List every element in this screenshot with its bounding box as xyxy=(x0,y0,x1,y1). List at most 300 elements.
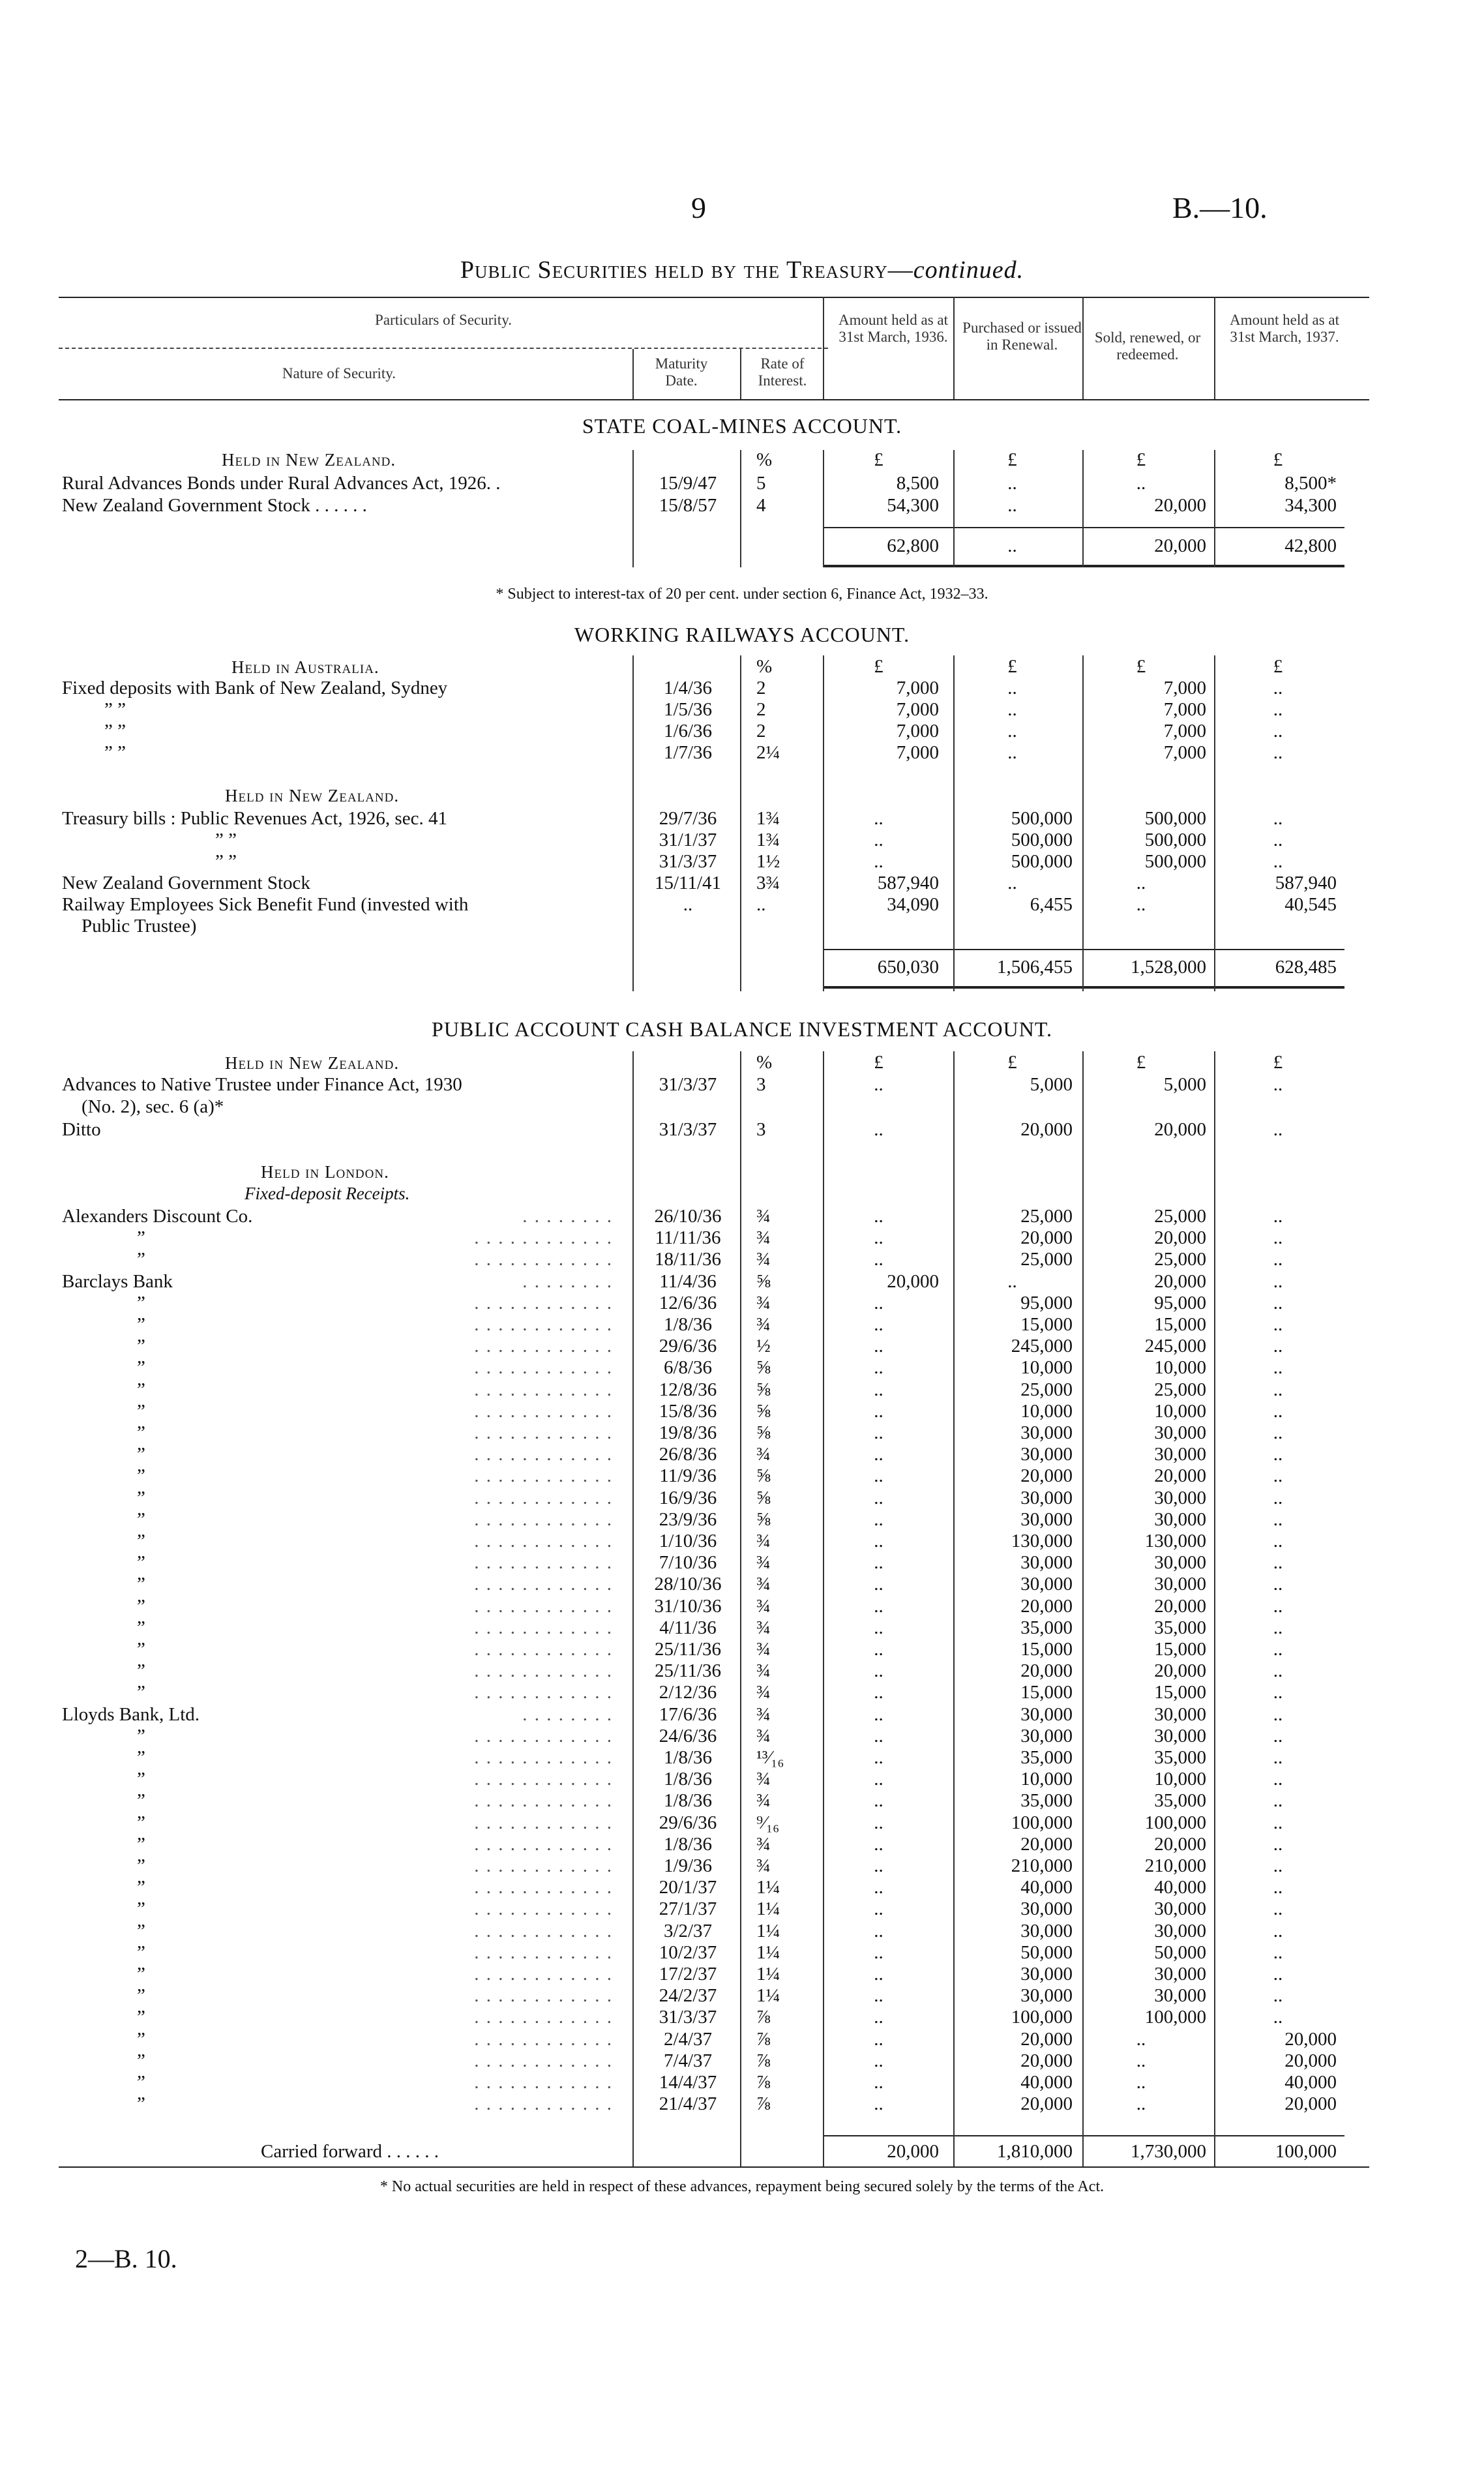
row-purchased: 30,000 xyxy=(1020,1985,1073,2006)
row-sold: 210,000 xyxy=(1144,1855,1206,1876)
total-sold: 1,528,000 xyxy=(1131,957,1206,978)
col-rule xyxy=(1214,655,1215,991)
leader-dots: . . . . . . . . . . . . xyxy=(474,1336,613,1356)
row-rate: 1½ xyxy=(756,851,780,872)
row-name: Fixed deposits with Bank of New Zealand, Sydney xyxy=(62,678,448,698)
row-name: ” xyxy=(137,1964,145,1984)
row-maturity: 1/8/36 xyxy=(663,1790,713,1811)
row-amount-1936: .. xyxy=(874,1617,883,1638)
total-amount-1936: 650,030 xyxy=(877,957,939,978)
row-amount-1937: .. xyxy=(1273,1942,1283,1963)
table-row xyxy=(0,1963,1484,1985)
row-amount-1937: .. xyxy=(1273,1660,1283,1681)
row-amount-1936: 54,300 xyxy=(887,495,939,516)
header-col-rule-3 xyxy=(823,297,824,399)
row-amount-1937: 34,300 xyxy=(1284,495,1337,516)
header-col-rule-2 xyxy=(740,349,741,399)
table-row xyxy=(0,1595,1484,1617)
leader-dots: . . . . . . . . . . . . xyxy=(474,1964,613,1984)
unit-held: £ xyxy=(1273,449,1283,470)
row-maturity: 23/9/36 xyxy=(659,1509,717,1530)
row-amount-1936: .. xyxy=(874,1985,883,2006)
header-col-rule-6 xyxy=(1214,297,1215,399)
row-amount-1937: 587,940 xyxy=(1275,873,1337,893)
table-row xyxy=(0,1118,1484,1141)
row-rate: 1¾ xyxy=(756,808,780,829)
row-name: Lloyds Bank, Ltd. xyxy=(62,1704,200,1725)
row-purchased: .. xyxy=(1007,721,1017,741)
row-purchased: 20,000 xyxy=(1020,1660,1073,1681)
row-amount-1937: .. xyxy=(1273,1964,1283,1984)
row-sold: .. xyxy=(1136,2050,1146,2071)
row-amount-1937: .. xyxy=(1273,1985,1283,2006)
row-sold: 7,000 xyxy=(1163,678,1206,698)
leader-dots: . . . . . . . . . . . . xyxy=(474,1227,613,1248)
signature-mark: 2—B. 10. xyxy=(75,2244,177,2273)
row-rate: ⁹⁄₁₆ xyxy=(756,1812,780,1833)
total-rule xyxy=(823,527,1344,528)
row-purchased: 25,000 xyxy=(1020,1206,1073,1227)
row-amount-1937: .. xyxy=(1273,808,1283,829)
row-purchased: .. xyxy=(1007,473,1017,494)
row-name: Railway Employees Sick Benefit Fund (invested with xyxy=(62,894,469,915)
leader-dots: . . . . . . . . xyxy=(522,1206,613,1227)
unit-sold: £ xyxy=(1136,656,1146,677)
row-rate: 2¼ xyxy=(756,742,780,763)
row-amount-1936: 34,090 xyxy=(887,894,939,915)
row-amount-1936: .. xyxy=(874,1942,883,1963)
row-purchased: 245,000 xyxy=(1011,1336,1073,1356)
leader-dots: . . . . . . . . . . . . xyxy=(474,2050,613,2071)
row-sold: 100,000 xyxy=(1144,1812,1206,1833)
leader-dots: . . . . . . . . . . . . xyxy=(474,1444,613,1465)
col-rule xyxy=(953,450,955,567)
unit-amt: £ xyxy=(874,1052,883,1073)
row-amount-1936: .. xyxy=(874,1488,883,1508)
row-amount-1937: .. xyxy=(1273,1639,1283,1660)
row-name: ” xyxy=(137,1769,145,1790)
row-amount-1937: .. xyxy=(1273,1790,1283,1811)
table-row xyxy=(0,494,1484,517)
row-purchased: 35,000 xyxy=(1020,1617,1073,1638)
row-rate: 1¼ xyxy=(756,1964,780,1984)
table-row xyxy=(0,1790,1484,1812)
row-rate: 1¼ xyxy=(756,1898,780,1919)
row-maturity: 11/9/36 xyxy=(659,1465,717,1486)
table-row xyxy=(0,1898,1484,1920)
row-purchased: 20,000 xyxy=(1020,2093,1073,2114)
row-amount-1937: .. xyxy=(1273,1682,1283,1703)
row-name: ” xyxy=(137,1855,145,1876)
row-amount-1937: 20,000 xyxy=(1284,2029,1337,2050)
row-purchased: 20,000 xyxy=(1020,1834,1073,1855)
leader-dots: . . . . . . . . . . . . xyxy=(474,1747,613,1768)
row-sold: 35,000 xyxy=(1154,1747,1206,1768)
row-rate: ¾ xyxy=(756,1531,771,1551)
row-rate: ¾ xyxy=(756,1444,771,1465)
table-row xyxy=(0,2006,1484,2028)
row-maturity: 7/4/37 xyxy=(663,2050,713,2071)
row-rate: ¾ xyxy=(756,1574,771,1595)
row-amount-1936: .. xyxy=(874,1704,883,1725)
header-top-rule xyxy=(59,297,1369,298)
row-rate: .. xyxy=(756,894,766,915)
table-row-continued xyxy=(0,1096,1484,1118)
table-row xyxy=(0,1443,1484,1465)
row-maturity: 3/2/37 xyxy=(663,1921,713,1941)
table-row xyxy=(0,807,1484,830)
units-row xyxy=(0,655,1484,678)
row-maturity: 6/8/36 xyxy=(663,1357,713,1378)
row-amount-1937: .. xyxy=(1273,851,1283,872)
row-sold: 500,000 xyxy=(1144,808,1206,829)
row-name: Advances to Native Trustee under Finance Act, 1930 xyxy=(62,1074,462,1095)
row-name: ” xyxy=(137,1574,145,1595)
leader-dots: . . . . . . . . . . . . xyxy=(474,1357,613,1378)
row-amount-1936: .. xyxy=(874,1790,883,1811)
unit-amt: £ xyxy=(874,449,883,470)
table-row xyxy=(0,2093,1484,2115)
row-name: ” xyxy=(137,1293,145,1313)
row-amount-1937: .. xyxy=(1273,1465,1283,1486)
row-name: ” xyxy=(137,1227,145,1248)
row-name: ” ” xyxy=(104,742,126,763)
header-particulars: Particulars of Security. xyxy=(375,312,512,328)
row-sold: 30,000 xyxy=(1154,1704,1206,1725)
row-amount-1937: .. xyxy=(1273,1119,1283,1140)
row-purchased: .. xyxy=(1007,1271,1017,1292)
row-amount-1937: .. xyxy=(1273,721,1283,741)
row-purchased: 15,000 xyxy=(1020,1639,1073,1660)
row-amount-1937: .. xyxy=(1273,1509,1283,1530)
title-continued: continued. xyxy=(913,256,1024,284)
row-amount-1936: .. xyxy=(874,1682,883,1703)
row-purchased: 500,000 xyxy=(1011,808,1073,829)
row-name: ” xyxy=(137,1444,145,1465)
row-amount-1937: .. xyxy=(1273,1249,1283,1270)
row-rate: ¾ xyxy=(756,1314,771,1335)
carried-rule-bottom xyxy=(59,2166,1369,2168)
row-amount-1936: .. xyxy=(874,1336,883,1356)
row-amount-1937: .. xyxy=(1273,1704,1283,1725)
row-amount-1936: 8,500 xyxy=(896,473,939,494)
row-amount-1937: .. xyxy=(1273,1552,1283,1573)
row-amount-1937: .. xyxy=(1273,1574,1283,1595)
row-maturity: 1/8/36 xyxy=(663,1769,713,1790)
row-amount-1936: .. xyxy=(874,1639,883,1660)
held-nz-label: Held in New Zealand. xyxy=(225,1053,400,1073)
col-rule xyxy=(1214,450,1215,567)
row-purchased: 130,000 xyxy=(1011,1531,1073,1551)
row-maturity: 11/4/36 xyxy=(659,1271,717,1292)
total-purchased: 1,506,455 xyxy=(997,957,1073,978)
row-rate: 3 xyxy=(756,1074,766,1095)
row-rate: 1¾ xyxy=(756,830,780,850)
section-title-state-coal: STATE COAL-MINES ACCOUNT. xyxy=(582,414,902,438)
leader-dots: . . . . . . . . . . . . xyxy=(474,1422,613,1443)
row-rate: ¾ xyxy=(756,1704,771,1725)
leader-dots: . . . . . . . . . . . . xyxy=(474,1682,613,1703)
row-amount-1937: .. xyxy=(1273,2007,1283,2028)
page-title xyxy=(0,256,1484,284)
row-sold: 100,000 xyxy=(1144,2007,1206,2028)
row-purchased: 30,000 xyxy=(1020,1422,1073,1443)
table-row xyxy=(0,2028,1484,2050)
table-row xyxy=(0,850,1484,873)
row-purchased: 500,000 xyxy=(1011,830,1073,850)
table-row xyxy=(0,1746,1484,1769)
row-amount-1936: .. xyxy=(874,2093,883,2114)
col-rule xyxy=(823,450,824,567)
row-amount-1936: .. xyxy=(874,1552,883,1573)
row-name: ” xyxy=(137,1660,145,1681)
row-purchased: 95,000 xyxy=(1020,1293,1073,1313)
row-rate: ⅝ xyxy=(756,1379,771,1400)
row-maturity: 17/2/37 xyxy=(659,1964,717,1984)
row-name: ” xyxy=(137,1531,145,1551)
row-purchased: 15,000 xyxy=(1020,1682,1073,1703)
total-row xyxy=(0,535,1484,557)
table-row xyxy=(0,2050,1484,2072)
row-amount-1936: 7,000 xyxy=(896,721,939,741)
row-rate: ¾ xyxy=(756,1227,771,1248)
row-maturity: 1/9/36 xyxy=(663,1855,713,1876)
row-amount-1937: .. xyxy=(1273,678,1283,698)
row-amount-1936: .. xyxy=(874,1249,883,1270)
row-sold: 30,000 xyxy=(1154,1964,1206,1984)
row-amount-1936: .. xyxy=(874,1877,883,1898)
row-maturity: 26/8/36 xyxy=(659,1444,717,1465)
row-amount-1937: 40,545 xyxy=(1284,894,1337,915)
row-purchased: 50,000 xyxy=(1020,1942,1073,1963)
row-amount-1937: .. xyxy=(1273,1379,1283,1400)
row-sold: 20,000 xyxy=(1154,1465,1206,1486)
leader-dots: . . . . . . . . . . . . xyxy=(474,1812,613,1833)
row-amount-1936: .. xyxy=(874,1206,883,1227)
row-sold: 30,000 xyxy=(1154,1422,1206,1443)
leader-dots: . . . . . . . . . . . . xyxy=(474,1574,613,1595)
leader-dots: . . . . . . . . . . . . xyxy=(474,1293,613,1313)
row-amount-1936: .. xyxy=(874,1444,883,1465)
row-purchased: 30,000 xyxy=(1020,1921,1073,1941)
row-amount-1936: .. xyxy=(874,1596,883,1617)
row-rate: 5 xyxy=(756,473,766,494)
col-rule xyxy=(953,1051,955,2166)
row-purchased: 30,000 xyxy=(1020,1552,1073,1573)
row-maturity: 17/6/36 xyxy=(659,1704,717,1725)
row-maturity: 1/5/36 xyxy=(663,699,713,720)
row-amount-1936: .. xyxy=(874,1747,883,1768)
table-row xyxy=(0,1984,1484,2007)
row-sold: 20,000 xyxy=(1154,1660,1206,1681)
row-purchased: 10,000 xyxy=(1020,1769,1073,1790)
row-name: ” xyxy=(137,1942,145,1963)
row-name: ” xyxy=(137,1790,145,1811)
row-name: Alexanders Discount Co. xyxy=(62,1206,253,1227)
unit-pur: £ xyxy=(1007,656,1017,677)
leader-dots: . . . . . . . . . . . . xyxy=(474,2072,613,2093)
title-main: Public Securities held by the Treasury— xyxy=(460,256,913,284)
row-name: ” xyxy=(137,2050,145,2071)
leader-dots: . . . . . . . . . . . . xyxy=(474,1921,613,1941)
unit-pur: £ xyxy=(1007,449,1017,470)
row-sold: 20,000 xyxy=(1154,1834,1206,1855)
leader-dots: . . . . . . . . . . . . xyxy=(474,1985,613,2006)
table-row xyxy=(0,829,1484,851)
leader-dots: . . . . . . . . . . . . xyxy=(474,1488,613,1508)
row-maturity: 31/3/37 xyxy=(659,2007,717,2028)
row-amount-1936: .. xyxy=(874,1357,883,1378)
table-row xyxy=(0,2071,1484,2093)
row-sold: 35,000 xyxy=(1154,1617,1206,1638)
row-name: ” xyxy=(137,1726,145,1746)
row-purchased: 20,000 xyxy=(1020,1227,1073,1248)
header-nature: Nature of Security. xyxy=(282,365,396,382)
row-name: New Zealand Government Stock . . . . . . xyxy=(62,495,367,516)
row-sold: 7,000 xyxy=(1163,742,1206,763)
row-amount-1937: .. xyxy=(1273,1206,1283,1227)
row-name: ” xyxy=(137,1379,145,1400)
row-maturity: 31/3/37 xyxy=(659,1119,717,1140)
row-rate: ¾ xyxy=(756,1552,771,1573)
table-row xyxy=(0,1313,1484,1336)
col-rule xyxy=(632,1051,634,2166)
row-purchased: 30,000 xyxy=(1020,1964,1073,1984)
row-amount-1936: .. xyxy=(874,851,883,872)
row-maturity: 31/3/37 xyxy=(659,1074,717,1095)
row-sold: 10,000 xyxy=(1154,1769,1206,1790)
row-amount-1936: 7,000 xyxy=(896,699,939,720)
header-amount-1936: Amount held as at 31st March, 1936. xyxy=(838,312,948,345)
table-row xyxy=(0,1681,1484,1703)
row-maturity: 29/6/36 xyxy=(659,1812,717,1833)
header-col-rule-4 xyxy=(953,297,955,399)
row-maturity: 1/8/36 xyxy=(663,1747,713,1768)
table-row xyxy=(0,1292,1484,1314)
row-maturity: 15/8/57 xyxy=(659,495,717,516)
table-row xyxy=(0,1660,1484,1682)
row-maturity: .. xyxy=(683,894,693,915)
leader-dots: . . . . . . . . . . . . xyxy=(474,1249,613,1270)
header-sold: Sold, renewed, or redeemed. xyxy=(1094,329,1201,363)
row-amount-1936: .. xyxy=(874,2007,883,2028)
row-amount-1936: .. xyxy=(874,2050,883,2071)
footnote: * No actual securities are held in respect of these advances, repayment being secured solely by the terms of the Act. xyxy=(379,2178,1105,2195)
row-purchased: 30,000 xyxy=(1020,1574,1073,1595)
leader-dots: . . . . . . . . . . . . xyxy=(474,1509,613,1530)
row-rate: ⅝ xyxy=(756,1357,771,1378)
row-rate: 2 xyxy=(756,699,766,720)
row-purchased: 20,000 xyxy=(1020,1465,1073,1486)
row-sold: 25,000 xyxy=(1154,1249,1206,1270)
header-col-rule-5 xyxy=(1082,297,1084,399)
row-sold: 20,000 xyxy=(1154,1227,1206,1248)
row-maturity: 28/10/36 xyxy=(654,1574,722,1595)
row-rate: ⅝ xyxy=(756,1401,771,1422)
row-rate: ⅝ xyxy=(756,1509,771,1530)
row-amount-1936: .. xyxy=(874,1509,883,1530)
row-amount-1936: .. xyxy=(874,1855,883,1876)
row-purchased: 100,000 xyxy=(1011,2007,1073,2028)
total-amount-1936: 62,800 xyxy=(887,535,939,556)
row-name: ” xyxy=(137,1357,145,1378)
leader-dots: . . . . . . . . . . . . xyxy=(474,2029,613,2050)
row-amount-1937: .. xyxy=(1273,1877,1283,1898)
table-row xyxy=(0,698,1484,721)
row-amount-1936: .. xyxy=(874,1964,883,1984)
table-row xyxy=(0,1248,1484,1270)
leader-dots: . . . . . . . . xyxy=(522,1271,613,1292)
row-maturity: 16/9/36 xyxy=(659,1488,717,1508)
total-amount-1937: 42,800 xyxy=(1284,535,1337,556)
row-maturity: 31/3/37 xyxy=(659,851,717,872)
row-maturity: 15/9/47 xyxy=(659,473,717,494)
row-maturity: 12/6/36 xyxy=(659,1293,717,1313)
row-purchased: 6,455 xyxy=(1030,894,1073,915)
section-title-public-account: PUBLIC ACCOUNT CASH BALANCE INVESTMENT ACCOUNT. xyxy=(432,1017,1052,1041)
row-name: ” xyxy=(137,1682,145,1703)
leader-dots: . . . . . . . . . . . . xyxy=(474,1769,613,1790)
total-purchased: .. xyxy=(1007,535,1017,556)
row-name: ” xyxy=(137,1422,145,1443)
row-purchased: 20,000 xyxy=(1020,1119,1073,1140)
row-name: ” ” xyxy=(104,721,126,741)
row-sold: 20,000 xyxy=(1154,495,1206,516)
table-row xyxy=(0,720,1484,742)
row-rate: ⅞ xyxy=(756,2029,771,2050)
row-sold: 15,000 xyxy=(1154,1639,1206,1660)
row-sold: 40,000 xyxy=(1154,1877,1206,1898)
row-purchased: 30,000 xyxy=(1020,1488,1073,1508)
row-sold: 30,000 xyxy=(1154,1985,1206,2006)
unit-sold: £ xyxy=(1136,1052,1146,1073)
row-rate: ¾ xyxy=(756,1249,771,1270)
row-name: ” xyxy=(137,1488,145,1508)
page-number: 9 xyxy=(691,191,706,224)
row-sold: .. xyxy=(1136,473,1146,494)
col-rule xyxy=(740,450,741,567)
row-maturity: 1/10/36 xyxy=(659,1531,717,1551)
leader-dots: . . . . . . . . . . . . xyxy=(474,1552,613,1573)
total-row xyxy=(0,956,1484,978)
row-amount-1937: 8,500* xyxy=(1284,473,1337,494)
row-amount-1937: .. xyxy=(1273,1444,1283,1465)
row-name: Treasury bills : Public Revenues Act, 1926, sec. 41 xyxy=(62,808,447,829)
row-sold: 30,000 xyxy=(1154,1574,1206,1595)
table-row xyxy=(0,1573,1484,1595)
row-name: ” xyxy=(137,1747,145,1768)
row-name: ” xyxy=(137,2029,145,2050)
leader-dots: . . . . . . . . . . . . xyxy=(474,1726,613,1746)
total-sold: 20,000 xyxy=(1154,535,1206,556)
row-sold: 10,000 xyxy=(1154,1357,1206,1378)
row-amount-1937: .. xyxy=(1273,1422,1283,1443)
row-amount-1936: .. xyxy=(874,1422,883,1443)
leader-dots: . . . . . . . . . . . . xyxy=(474,1465,613,1486)
table-row xyxy=(0,1205,1484,1227)
row-rate: ¾ xyxy=(756,1834,771,1855)
row-sold: .. xyxy=(1136,2029,1146,2050)
row-purchased: 40,000 xyxy=(1020,2072,1073,2093)
row-amount-1937: .. xyxy=(1273,1726,1283,1746)
row-name-continued: (No. 2), sec. 6 (a)* xyxy=(82,1096,224,1117)
row-sold: 30,000 xyxy=(1154,1921,1206,1941)
row-name: ” xyxy=(137,1509,145,1530)
row-maturity: 1/8/36 xyxy=(663,1314,713,1335)
row-sold: 30,000 xyxy=(1154,1898,1206,1919)
carried-forward-row xyxy=(0,2140,1484,2163)
row-amount-1936: .. xyxy=(874,1074,883,1095)
